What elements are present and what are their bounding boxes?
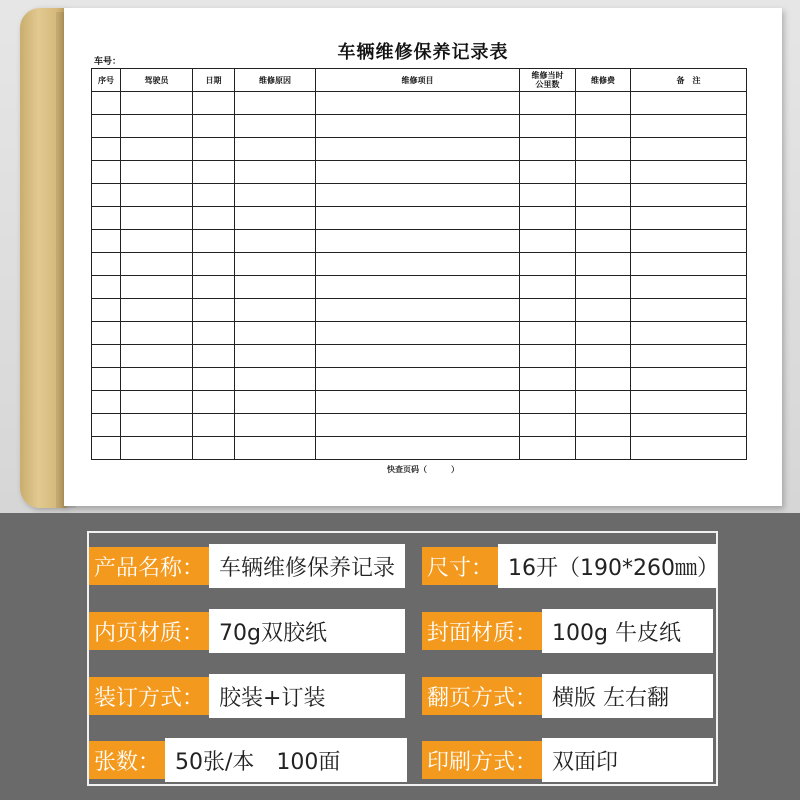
table-cell (121, 184, 193, 207)
table-cell (121, 322, 193, 345)
table-cell (631, 299, 747, 322)
table-row (92, 391, 747, 414)
table-cell (520, 115, 576, 138)
spec-sheet-count (89, 738, 407, 782)
page-code: 快查页码（ ） (387, 465, 459, 474)
table-cell (92, 345, 121, 368)
table-cell (631, 253, 747, 276)
table-row (92, 322, 747, 345)
table-row (92, 92, 747, 115)
table-cell (193, 161, 235, 184)
table-cell (92, 299, 121, 322)
table-cell (631, 437, 747, 460)
spec-label: 翻页方式： (422, 677, 542, 715)
table-cell (576, 437, 631, 460)
table-cell (576, 138, 631, 161)
table-cell (92, 276, 121, 299)
table-cell (235, 276, 316, 299)
spec-label: 装订方式： (89, 677, 209, 715)
table-cell (631, 345, 747, 368)
spec-binding (89, 674, 405, 718)
spec-size (422, 544, 717, 588)
table-row (92, 299, 747, 322)
table-cell (631, 322, 747, 345)
table-row (92, 253, 747, 276)
table-cell (316, 276, 520, 299)
table-cell (193, 230, 235, 253)
table-cell (92, 161, 121, 184)
table-cell (520, 368, 576, 391)
table-cell (576, 368, 631, 391)
table-cell (576, 322, 631, 345)
table-cell (520, 437, 576, 460)
table-cell (193, 92, 235, 115)
table-cell (92, 437, 121, 460)
table-cell (316, 368, 520, 391)
table-cell (631, 184, 747, 207)
spec-value: 双面印 (542, 738, 713, 782)
table-cell (121, 207, 193, 230)
table-row (92, 161, 747, 184)
table-cell (631, 161, 747, 184)
spec-label: 封面材质： (422, 612, 542, 650)
form-sheet (64, 8, 782, 506)
table-cell (631, 414, 747, 437)
table-cell (316, 115, 520, 138)
table-cell (121, 437, 193, 460)
column-header: 序号 (92, 69, 121, 92)
table-cell (235, 115, 316, 138)
table-row (92, 437, 747, 460)
spec-value: 50张/本 100面 (165, 738, 407, 782)
table-cell (92, 414, 121, 437)
table-cell (92, 230, 121, 253)
table-cell (235, 92, 316, 115)
spec-value: 16开（190*260㎜） (498, 544, 717, 588)
table-cell (121, 230, 193, 253)
table-cell (193, 299, 235, 322)
table-cell (576, 414, 631, 437)
table-cell (631, 207, 747, 230)
table-cell (576, 161, 631, 184)
table-cell (235, 138, 316, 161)
table-cell (235, 253, 316, 276)
spec-label: 印刷方式： (422, 741, 542, 779)
table-row (92, 414, 747, 437)
table-cell (235, 368, 316, 391)
spec-cover-material (422, 609, 713, 653)
table-cell (92, 368, 121, 391)
table-cell (121, 161, 193, 184)
table-cell (121, 299, 193, 322)
table-cell (631, 92, 747, 115)
table-cell (316, 299, 520, 322)
table-cell (121, 391, 193, 414)
table-cell (520, 161, 576, 184)
spec-label: 尺寸： (422, 547, 498, 585)
table-cell (631, 391, 747, 414)
table-cell (235, 161, 316, 184)
table-cell (316, 253, 520, 276)
table-cell (121, 276, 193, 299)
form-title: 车辆维修保养记录表 (337, 42, 509, 63)
spec-label: 张数： (89, 741, 165, 779)
table-cell (631, 230, 747, 253)
table-cell (520, 184, 576, 207)
table-cell (235, 322, 316, 345)
table-cell (92, 253, 121, 276)
table-cell (520, 345, 576, 368)
spec-inner-material (89, 609, 405, 653)
table-cell (121, 253, 193, 276)
table-cell (520, 253, 576, 276)
table-cell (193, 253, 235, 276)
table-cell (316, 345, 520, 368)
record-table (91, 68, 747, 460)
column-header: 日期 (193, 69, 235, 92)
table-cell (316, 391, 520, 414)
table-cell (316, 207, 520, 230)
spec-value: 100g 牛皮纸 (542, 609, 713, 653)
spec-page-flip (422, 674, 713, 718)
table-header-row (92, 69, 747, 92)
table-cell (235, 345, 316, 368)
table-cell (520, 138, 576, 161)
table-cell (520, 230, 576, 253)
table-row (92, 345, 747, 368)
table-cell (520, 207, 576, 230)
plate-number-label: 车号： (94, 57, 122, 67)
column-header: 维修项目 (316, 69, 520, 92)
table-cell (193, 207, 235, 230)
table-cell (92, 138, 121, 161)
table-cell (576, 391, 631, 414)
spec-product-name (89, 544, 405, 588)
table-row (92, 138, 747, 161)
spec-value: 横版 左右翻 (542, 674, 713, 718)
table-cell (576, 253, 631, 276)
table-cell (576, 115, 631, 138)
spec-value: 车辆维修保养记录 (209, 544, 405, 588)
table-cell (316, 138, 520, 161)
table-row (92, 230, 747, 253)
table-cell (121, 414, 193, 437)
table-cell (121, 345, 193, 368)
column-header: 备 注 (631, 69, 747, 92)
spec-value: 70g双胶纸 (209, 609, 405, 653)
table-cell (631, 138, 747, 161)
column-header: 驾驶员 (121, 69, 193, 92)
table-row (92, 184, 747, 207)
spec-value: 胶装+订装 (209, 674, 405, 718)
table-cell (193, 322, 235, 345)
table-cell (520, 391, 576, 414)
table-cell (316, 92, 520, 115)
table-cell (92, 115, 121, 138)
table-cell (576, 230, 631, 253)
spec-label: 产品名称： (89, 547, 209, 585)
spec-label: 内页材质： (89, 612, 209, 650)
table-row (92, 276, 747, 299)
table-cell (631, 276, 747, 299)
table-cell (576, 276, 631, 299)
table-cell (121, 368, 193, 391)
table-cell (235, 391, 316, 414)
table-cell (193, 368, 235, 391)
table-cell (576, 345, 631, 368)
table-cell (235, 207, 316, 230)
table-cell (193, 345, 235, 368)
table-cell (92, 322, 121, 345)
table-cell (235, 414, 316, 437)
table-cell (316, 322, 520, 345)
table-cell (520, 92, 576, 115)
table-cell (193, 414, 235, 437)
table-cell (121, 138, 193, 161)
table-cell (193, 276, 235, 299)
table-cell (631, 368, 747, 391)
table-cell (235, 230, 316, 253)
table-cell (316, 414, 520, 437)
table-cell (193, 437, 235, 460)
table-cell (193, 138, 235, 161)
table-cell (193, 184, 235, 207)
table-cell (316, 437, 520, 460)
table-cell (520, 414, 576, 437)
table-cell (576, 92, 631, 115)
table-cell (193, 115, 235, 138)
table-cell (520, 299, 576, 322)
table-cell (121, 115, 193, 138)
column-header: 维修原因 (235, 69, 316, 92)
spec-print-method (422, 738, 713, 782)
table-cell (92, 92, 121, 115)
table-cell (121, 92, 193, 115)
table-cell (316, 230, 520, 253)
table-cell (316, 184, 520, 207)
table-cell (520, 276, 576, 299)
table-row (92, 115, 747, 138)
table-cell (235, 184, 316, 207)
column-header: 维修费 (576, 69, 631, 92)
table-cell (235, 437, 316, 460)
table-cell (235, 299, 316, 322)
table-cell (576, 299, 631, 322)
table-cell (92, 207, 121, 230)
column-header: 维修当时 公里数 (520, 69, 576, 92)
table-cell (193, 391, 235, 414)
table-cell (576, 184, 631, 207)
table-cell (520, 322, 576, 345)
table-cell (316, 161, 520, 184)
table-cell (92, 184, 121, 207)
table-row (92, 368, 747, 391)
table-row (92, 207, 747, 230)
table-cell (92, 391, 121, 414)
table-cell (576, 207, 631, 230)
table-cell (631, 115, 747, 138)
